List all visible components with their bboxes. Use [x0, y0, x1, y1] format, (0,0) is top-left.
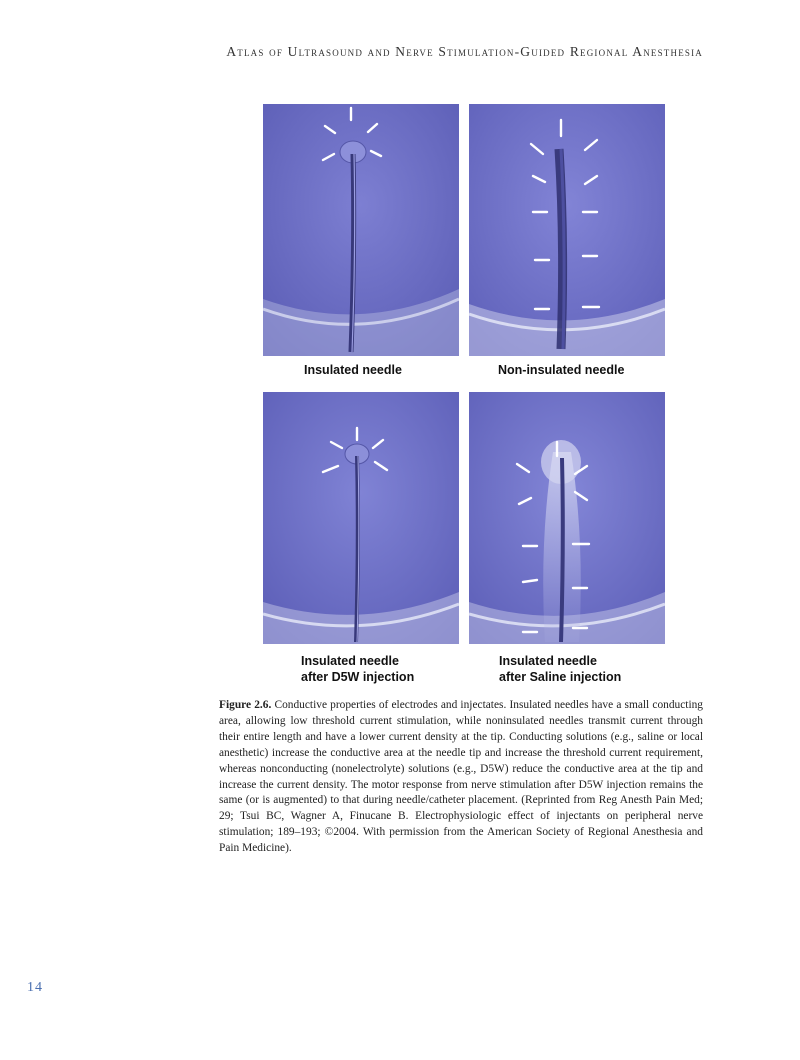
panel-caption-non-insulated-needle: Non-insulated needle: [498, 363, 625, 377]
panel-caption-line-1: Insulated needle: [499, 654, 597, 668]
panel-caption-line-2: after Saline injection: [499, 670, 622, 684]
figure-panel-insulated-needle-saline: [469, 392, 665, 644]
panel-caption-line-1: Insulated needle: [301, 654, 399, 668]
figure-caption: [219, 698, 703, 857]
panel-caption-line-2: after D5W injection: [301, 670, 415, 684]
figure-panel-non-insulated-needle: [469, 104, 665, 356]
figure-caption-label: Figure 2.6.: [219, 699, 272, 711]
panel-caption-insulated-needle-d5w: [301, 653, 414, 685]
figure-panel-insulated-needle: [263, 104, 459, 356]
page-number: 14: [27, 980, 43, 995]
figure-panel-insulated-needle-d5w: [263, 392, 459, 644]
panel-caption-insulated-needle: Insulated needle: [304, 363, 402, 377]
panel-caption-insulated-needle-saline: [499, 653, 621, 685]
running-header-title: Atlas of Ultrasound and Nerve Stimulation-Guided Regional Anesthesia: [226, 44, 703, 59]
figure-caption-text: Conductive properties of electrodes and injectates. Insulated needles have a small conducting area, allowing low threshold current stimulation, while noninsulated needles transmit current through their entire length and have a lower current density at the tip. Conducting solutions (e.g., saline or local anesthetic) increase the conductive area at the needle tip and increase the threshold current requirement, whereas nonconducting (nonelectrolyte) solutions (e.g., D5W) reduce the conductive area at the tip and increase the current density. The motor response from nerve stimulation after D5W injection remains the same (or is augmented) to that during needle/catheter placement. (Reprinted from Reg Anesth Pain Med; 29; Tsui BC, Wagner A, Finucane B. Electrophysiologic effect of injectants on peripheral nerve stimulation; 189–193; ©2004. With permission from the American Society of Regional Anesthesia and Pain Medicine).: [219, 699, 703, 855]
